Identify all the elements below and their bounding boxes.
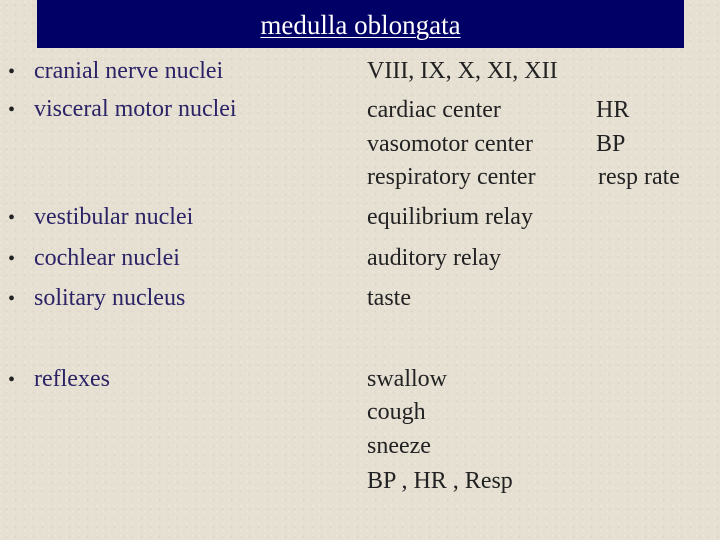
- bullet-text: visceral motor nuclei: [34, 96, 237, 122]
- bullet-text: cranial nerve nuclei: [34, 58, 224, 84]
- sneeze-text: sneeze: [367, 433, 431, 459]
- auditory-relay-text: auditory relay: [367, 245, 501, 271]
- bullet-icon: •: [8, 369, 16, 391]
- bp-hr-resp-text: BP , HR , Resp: [367, 468, 513, 494]
- cardiac-center-text: cardiac center: [367, 97, 501, 123]
- nerve-list-text: VIII, IX, X, XI, XII: [367, 58, 558, 84]
- bullet-item-visceral-motor-nuclei: [8, 95, 237, 124]
- bullet-icon: •: [8, 61, 16, 83]
- bullet-icon: •: [8, 248, 16, 270]
- cough-text: cough: [367, 399, 426, 425]
- resp-rate-text: resp rate: [598, 164, 680, 190]
- bp-text: BP: [596, 131, 626, 157]
- bullet-icon: •: [8, 288, 16, 310]
- bullet-item-vestibular-nuclei: [8, 203, 193, 232]
- vasomotor-center-text: vasomotor center: [367, 131, 533, 157]
- bullet-item-solitary-nucleus: [8, 284, 185, 313]
- bullet-text: solitary nucleus: [34, 285, 186, 311]
- bullet-text: cochlear nuclei: [34, 245, 180, 271]
- slide-title: medulla oblongata: [260, 9, 461, 40]
- slide-title-bar: [37, 0, 684, 48]
- bullet-item-cochlear-nuclei: [8, 244, 180, 273]
- bullet-icon: •: [8, 207, 16, 229]
- swallow-text: swallow: [367, 366, 447, 392]
- bullet-text: vestibular nuclei: [34, 204, 194, 230]
- respiratory-center-text: respiratory center: [367, 164, 536, 190]
- bullet-icon: •: [8, 99, 16, 121]
- equilibrium-relay-text: equilibrium relay: [367, 204, 533, 230]
- bullet-item-cranial-nerve-nuclei: [8, 57, 223, 86]
- taste-text: taste: [367, 285, 411, 311]
- hr-text: HR: [596, 97, 630, 123]
- bullet-text: reflexes: [34, 366, 110, 392]
- bullet-item-reflexes: [8, 365, 110, 394]
